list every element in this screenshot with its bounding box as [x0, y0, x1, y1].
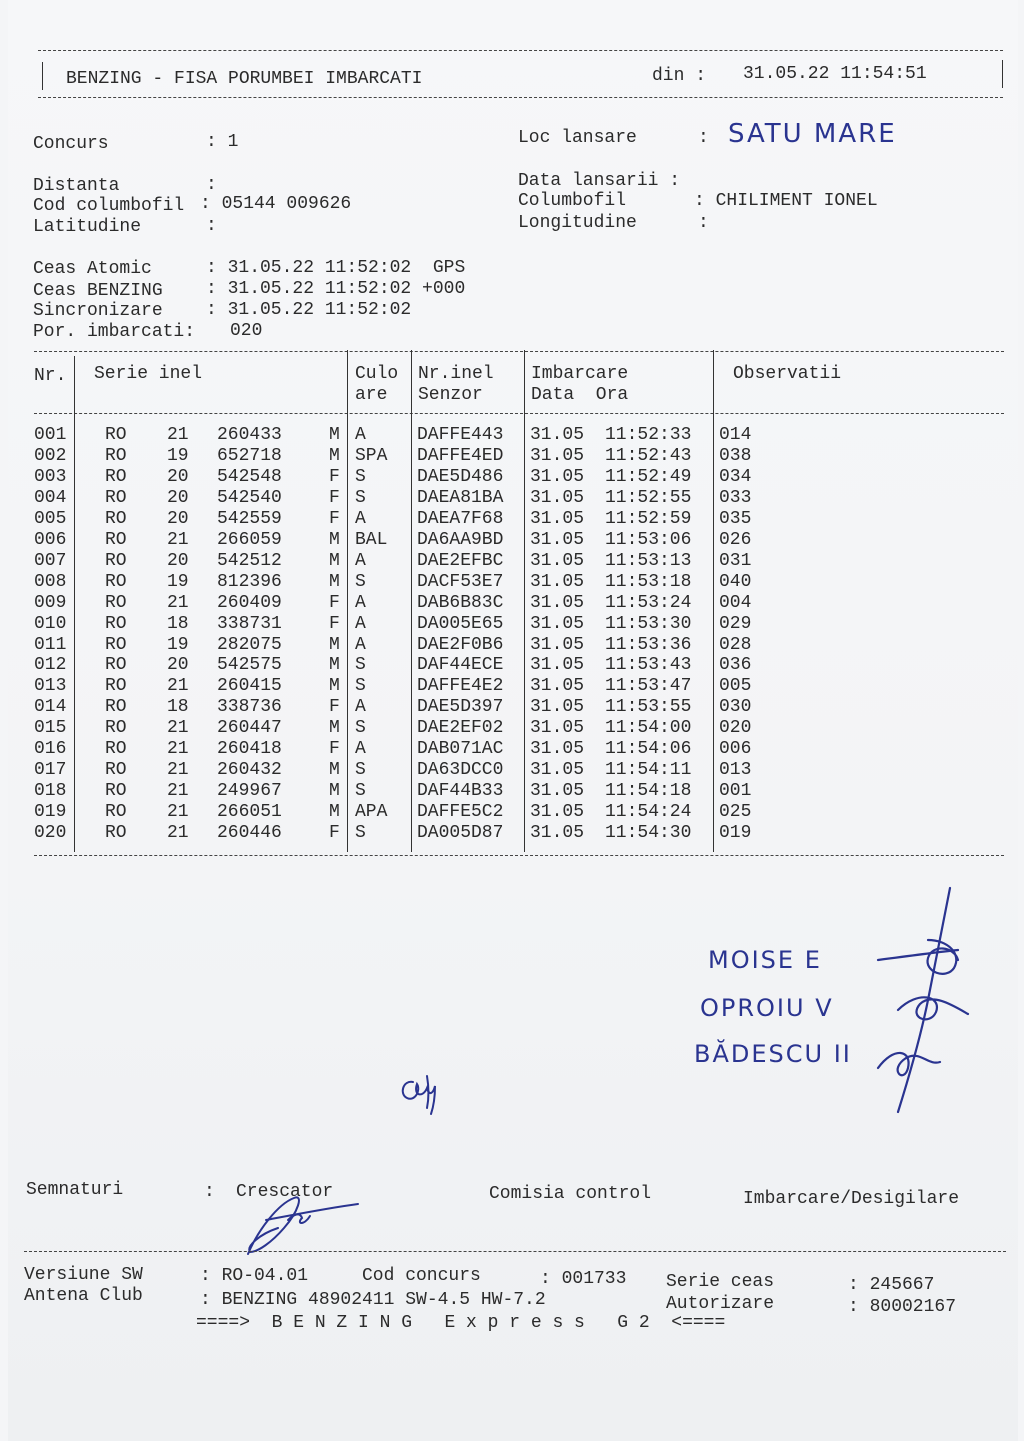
row-ring-number: 266059	[217, 529, 282, 550]
commission-name-2: OPROIU V	[700, 994, 834, 1022]
row-number: 003	[34, 466, 67, 487]
row-time: 11:52:49	[605, 466, 692, 487]
porumbei-imbarcati-value: 020	[230, 321, 263, 341]
row-sex: M	[329, 571, 340, 592]
loc-lansare-value: SATU MARE	[728, 119, 897, 149]
row-observatii: 025	[719, 802, 752, 823]
ceas-atomic-label: Ceas Atomic	[33, 259, 152, 279]
ceas-atomic-value: : 31.05.22 11:52:02 GPS	[206, 258, 466, 278]
row-ring-number: 282075	[217, 634, 282, 655]
row-observatii: 036	[719, 655, 752, 676]
loc-lansare-label: Loc lansare	[518, 128, 637, 148]
row-sex: M	[329, 676, 340, 697]
versiune-sw-label: Versiune SW	[24, 1265, 143, 1285]
row-country: RO	[105, 529, 127, 550]
row-time: 11:53:43	[605, 655, 692, 676]
row-number: 011	[34, 634, 67, 655]
row-time: 11:53:55	[605, 697, 692, 718]
row-number: 012	[34, 655, 67, 676]
row-time: 11:53:18	[605, 571, 692, 592]
row-ring-number: 812396	[217, 571, 282, 592]
row-country: RO	[105, 718, 127, 739]
row-sex: F	[329, 592, 340, 613]
row-observatii: 020	[719, 718, 752, 739]
row-date: 31.05	[530, 760, 585, 781]
table-row	[8, 467, 1008, 488]
ceas-benzing-label: Ceas BENZING	[33, 281, 163, 301]
row-year: 20	[167, 655, 189, 676]
col-header-nr: Nr.	[34, 366, 67, 386]
row-sex: M	[329, 634, 340, 655]
row-time: 11:53:24	[605, 592, 692, 613]
row-ring-number: 542512	[217, 550, 282, 571]
row-time: 11:54:06	[605, 739, 692, 760]
row-sensor: DAEA7F68	[417, 508, 504, 529]
row-sex: M	[329, 802, 340, 823]
versiune-sw-value: : RO-04.01	[200, 1266, 309, 1286]
row-color: S	[355, 760, 366, 781]
row-country: RO	[105, 425, 127, 445]
row-country: RO	[105, 823, 127, 844]
sincronizare-value: : 31.05.22 11:52:02	[206, 300, 412, 320]
cod-concurs-value: : 001733	[540, 1269, 627, 1289]
cod-columbofil-label: Cod columbofil	[33, 196, 185, 216]
crescator-label: Crescator	[236, 1182, 334, 1202]
row-year: 20	[167, 508, 189, 529]
row-color: S	[355, 466, 366, 487]
row-number: 018	[34, 781, 67, 802]
row-number: 020	[34, 823, 67, 844]
row-date: 31.05	[530, 425, 585, 445]
row-observatii: 040	[719, 571, 752, 592]
columbofil-value: : CHILIMENT IONEL	[694, 191, 878, 211]
row-color: A	[355, 697, 366, 718]
col-header-culoare-2: are	[355, 385, 388, 405]
row-ring-number: 260418	[217, 739, 282, 760]
row-sensor: DAEA81BA	[417, 487, 504, 508]
row-year: 21	[167, 802, 189, 823]
row-color: A	[355, 613, 366, 634]
row-time: 11:53:06	[605, 529, 692, 550]
row-year: 18	[167, 697, 189, 718]
row-observatii: 026	[719, 529, 752, 550]
row-observatii: 034	[719, 466, 752, 487]
row-sensor: DAFFE443	[417, 425, 504, 445]
row-sex: M	[329, 760, 340, 781]
table-row	[8, 739, 1008, 760]
row-sex: M	[329, 425, 340, 445]
row-color: S	[355, 655, 366, 676]
row-date: 31.05	[530, 823, 585, 844]
benzing-express-banner: ====> B E N Z I N G E x p r e s s G 2 <====	[196, 1313, 726, 1333]
table-header-rule	[34, 413, 1004, 414]
table-row	[8, 572, 1008, 593]
row-number: 004	[34, 487, 67, 508]
row-observatii: 004	[719, 592, 752, 613]
table-row	[8, 802, 1008, 823]
row-country: RO	[105, 487, 127, 508]
row-date: 31.05	[530, 781, 585, 802]
table-bottom-rule	[34, 855, 1004, 856]
row-number: 016	[34, 739, 67, 760]
table-row	[8, 425, 1008, 446]
data-lansarii-label: Data lansarii :	[518, 171, 681, 191]
concurs-label: Concurs	[33, 134, 109, 154]
row-sex: F	[329, 487, 340, 508]
row-time: 11:53:30	[605, 613, 692, 634]
table-row	[8, 488, 1008, 509]
row-time: 11:52:33	[605, 425, 692, 445]
row-sensor: DAE2EF02	[417, 718, 504, 739]
row-time: 11:54:00	[605, 718, 692, 739]
row-color: A	[355, 550, 366, 571]
row-sex: F	[329, 697, 340, 718]
row-color: S	[355, 781, 366, 802]
row-sex: F	[329, 739, 340, 760]
row-number: 017	[34, 760, 67, 781]
distanta-value: :	[206, 175, 217, 195]
row-color: A	[355, 739, 366, 760]
row-country: RO	[105, 592, 127, 613]
row-year: 21	[167, 676, 189, 697]
row-ring-number: 338736	[217, 697, 282, 718]
row-sensor: DAF44B33	[417, 781, 504, 802]
row-observatii: 019	[719, 823, 752, 844]
row-ring-number: 260446	[217, 823, 282, 844]
row-time: 11:52:55	[605, 487, 692, 508]
row-color: S	[355, 487, 366, 508]
row-year: 21	[167, 425, 189, 445]
document-sheet	[8, 0, 1018, 1441]
crescator-signature	[238, 1190, 368, 1260]
table-row	[8, 614, 1008, 635]
table-row	[8, 635, 1008, 656]
row-observatii: 005	[719, 676, 752, 697]
row-year: 21	[167, 718, 189, 739]
row-number: 006	[34, 529, 67, 550]
row-sex: M	[329, 550, 340, 571]
row-date: 31.05	[530, 676, 585, 697]
row-country: RO	[105, 676, 127, 697]
row-number: 009	[34, 592, 67, 613]
row-sensor: DA63DCC0	[417, 760, 504, 781]
col-header-imbarcare: Imbarcare	[531, 364, 629, 384]
columbofil-label: Columbofil	[518, 191, 627, 211]
header-left-border	[42, 62, 43, 90]
row-sex: F	[329, 466, 340, 487]
col-header-senzor: Senzor	[418, 385, 483, 405]
row-year: 21	[167, 823, 189, 844]
table-row	[8, 551, 1008, 572]
row-ring-number: 260415	[217, 676, 282, 697]
row-sex: M	[329, 445, 340, 466]
row-ring-number: 266051	[217, 802, 282, 823]
footer-top-rule	[24, 1251, 1006, 1252]
row-date: 31.05	[530, 529, 585, 550]
row-date: 31.05	[530, 634, 585, 655]
row-date: 31.05	[530, 466, 585, 487]
row-observatii: 038	[719, 445, 752, 466]
row-observatii: 013	[719, 760, 752, 781]
row-country: RO	[105, 760, 127, 781]
row-color: BAL	[355, 529, 388, 550]
row-date: 31.05	[530, 571, 585, 592]
comisia-control-label: Comisia control	[489, 1184, 652, 1204]
row-ring-number: 542575	[217, 655, 282, 676]
initials-mark	[393, 1068, 453, 1116]
din-timestamp: 31.05.22 11:54:51	[743, 64, 927, 84]
row-year: 20	[167, 487, 189, 508]
row-observatii: 030	[719, 697, 752, 718]
table-row	[8, 781, 1008, 802]
row-number: 008	[34, 571, 67, 592]
col-header-serie-inel: Serie inel	[94, 364, 203, 384]
row-sensor: DAF44ECE	[417, 655, 504, 676]
antena-club-value: : BENZING 48902411 SW-4.5 HW-7.2	[200, 1290, 546, 1310]
longitudine-value: :	[698, 213, 709, 233]
row-date: 31.05	[530, 550, 585, 571]
row-year: 21	[167, 760, 189, 781]
row-observatii: 014	[719, 425, 752, 445]
row-color: A	[355, 634, 366, 655]
row-country: RO	[105, 655, 127, 676]
row-observatii: 028	[719, 634, 752, 655]
row-date: 31.05	[530, 592, 585, 613]
porumbei-imbarcati-label: Por. imbarcati:	[33, 322, 196, 342]
row-date: 31.05	[530, 739, 585, 760]
row-date: 31.05	[530, 718, 585, 739]
table-row	[8, 530, 1008, 551]
row-number: 001	[34, 425, 67, 445]
row-sex: F	[329, 508, 340, 529]
row-sex: M	[329, 781, 340, 802]
row-year: 21	[167, 592, 189, 613]
row-ring-number: 542540	[217, 487, 282, 508]
row-country: RO	[105, 802, 127, 823]
row-observatii: 033	[719, 487, 752, 508]
table-top-rule	[34, 351, 1004, 352]
serie-ceas-label: Serie ceas	[666, 1272, 775, 1292]
row-number: 002	[34, 445, 67, 466]
row-observatii: 006	[719, 739, 752, 760]
autorizare-value: : 80002167	[848, 1297, 957, 1317]
row-number: 007	[34, 550, 67, 571]
row-sensor: DAFFE5C2	[417, 802, 504, 823]
row-country: RO	[105, 571, 127, 592]
row-sensor: DAE2EFBC	[417, 550, 504, 571]
header-top-rule	[38, 50, 1003, 51]
row-color: A	[355, 592, 366, 613]
row-ring-number: 652718	[217, 445, 282, 466]
row-date: 31.05	[530, 445, 585, 466]
din-label: din :	[652, 66, 707, 86]
sincronizare-label: Sincronizare	[33, 301, 163, 321]
row-year: 19	[167, 634, 189, 655]
row-country: RO	[105, 739, 127, 760]
table-row	[8, 697, 1008, 718]
row-color: S	[355, 571, 366, 592]
row-sensor: DAE5D486	[417, 466, 504, 487]
ceas-benzing-value: : 31.05.22 11:52:02 +000	[206, 279, 466, 299]
row-ring-number: 249967	[217, 781, 282, 802]
row-country: RO	[105, 613, 127, 634]
row-time: 11:54:11	[605, 760, 692, 781]
table-row	[8, 446, 1008, 467]
row-year: 19	[167, 445, 189, 466]
row-country: RO	[105, 508, 127, 529]
row-ring-number: 260447	[217, 718, 282, 739]
row-number: 005	[34, 508, 67, 529]
row-sex: M	[329, 655, 340, 676]
row-time: 11:53:36	[605, 634, 692, 655]
table-row	[8, 718, 1008, 739]
semnaturi-label: Semnaturi	[26, 1180, 124, 1200]
row-observatii: 035	[719, 508, 752, 529]
row-sensor: DA005D87	[417, 823, 504, 844]
row-time: 11:52:43	[605, 445, 692, 466]
row-date: 31.05	[530, 487, 585, 508]
col-header-data-ora: Data Ora	[531, 385, 629, 405]
row-sensor: DA6AA9BD	[417, 529, 504, 550]
row-color: APA	[355, 802, 388, 823]
row-color: S	[355, 823, 366, 844]
semnaturi-colon: :	[204, 1182, 215, 1202]
table-row	[8, 655, 1008, 676]
table-row	[8, 593, 1008, 614]
row-number: 013	[34, 676, 67, 697]
row-date: 31.05	[530, 613, 585, 634]
row-ring-number: 260433	[217, 425, 282, 445]
row-sensor: DAE5D397	[417, 697, 504, 718]
row-observatii: 029	[719, 613, 752, 634]
row-observatii: 031	[719, 550, 752, 571]
row-color: A	[355, 425, 366, 445]
row-country: RO	[105, 550, 127, 571]
row-year: 21	[167, 529, 189, 550]
row-date: 31.05	[530, 508, 585, 529]
row-number: 015	[34, 718, 67, 739]
row-year: 20	[167, 550, 189, 571]
row-sex: F	[329, 613, 340, 634]
commission-name-3: BĂDESCU II	[694, 1040, 852, 1068]
concurs-value: : 1	[206, 132, 239, 152]
serie-ceas-value: : 245667	[848, 1275, 935, 1295]
row-color: SPA	[355, 445, 388, 466]
row-sensor: DA005E65	[417, 613, 504, 634]
row-ring-number: 260409	[217, 592, 282, 613]
row-country: RO	[105, 781, 127, 802]
row-ring-number: 260432	[217, 760, 282, 781]
row-observatii: 001	[719, 781, 752, 802]
autorizare-label: Autorizare	[666, 1294, 775, 1314]
row-year: 20	[167, 466, 189, 487]
row-ring-number: 542559	[217, 508, 282, 529]
cod-concurs-label: Cod concurs	[362, 1266, 481, 1286]
row-sensor: DAFFE4E2	[417, 676, 504, 697]
loc-lansare-colon: :	[698, 128, 709, 148]
row-sensor: DAE2F0B6	[417, 634, 504, 655]
row-sex: M	[329, 529, 340, 550]
longitudine-label: Longitudine	[518, 213, 637, 233]
header-bottom-rule	[38, 97, 1003, 98]
row-sensor: DAB071AC	[417, 739, 504, 760]
col-header-culoare-1: Culo	[355, 364, 399, 384]
table-row	[8, 676, 1008, 697]
row-year: 19	[167, 571, 189, 592]
row-number: 019	[34, 802, 67, 823]
row-year: 21	[167, 781, 189, 802]
latitudine-value: :	[206, 216, 217, 236]
row-time: 11:54:18	[605, 781, 692, 802]
row-sex: M	[329, 718, 340, 739]
row-year: 18	[167, 613, 189, 634]
table-row	[8, 823, 1008, 844]
row-sensor: DAB6B83C	[417, 592, 504, 613]
row-sensor: DAFFE4ED	[417, 445, 504, 466]
row-sensor: DACF53E7	[417, 571, 504, 592]
table-row	[8, 760, 1008, 781]
imbarcare-desigilare-label: Imbarcare/Desigilare	[743, 1189, 960, 1209]
row-number: 014	[34, 697, 67, 718]
row-country: RO	[105, 697, 127, 718]
row-color: A	[355, 508, 366, 529]
distanta-label: Distanta	[33, 176, 120, 196]
row-country: RO	[105, 466, 127, 487]
commission-signatures-graphic	[858, 880, 978, 1120]
row-time: 11:54:24	[605, 802, 692, 823]
row-time: 11:53:47	[605, 676, 692, 697]
antena-club-label: Antena Club	[24, 1286, 143, 1306]
row-year: 21	[167, 739, 189, 760]
row-date: 31.05	[530, 697, 585, 718]
row-color: S	[355, 676, 366, 697]
row-color: S	[355, 718, 366, 739]
latitudine-label: Latitudine	[33, 217, 142, 237]
row-time: 11:52:59	[605, 508, 692, 529]
col-header-observatii: Observatii	[733, 364, 842, 384]
document-title: BENZING - FISA PORUMBEI IMBARCATI	[66, 69, 423, 89]
commission-name-1: MOISE E	[708, 946, 822, 974]
row-time: 11:54:30	[605, 823, 692, 844]
header-right-border	[1002, 60, 1003, 88]
row-ring-number: 338731	[217, 613, 282, 634]
row-country: RO	[105, 445, 127, 466]
cod-columbofil-value: : 05144 009626	[200, 194, 352, 214]
table-row	[8, 509, 1008, 530]
row-time: 11:53:13	[605, 550, 692, 571]
col-header-nr-inel: Nr.inel	[418, 364, 494, 384]
row-country: RO	[105, 634, 127, 655]
row-number: 010	[34, 613, 67, 634]
row-sex: F	[329, 823, 340, 844]
row-ring-number: 542548	[217, 466, 282, 487]
row-date: 31.05	[530, 655, 585, 676]
row-date: 31.05	[530, 802, 585, 823]
